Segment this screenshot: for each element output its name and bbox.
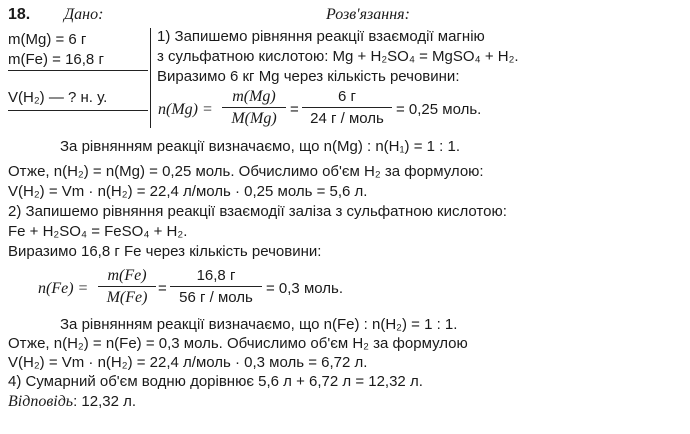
mg-formula-lhs: n(Mg) = [158, 101, 213, 118]
fe-fraction-num: m(Fe) [107, 267, 147, 284]
answer-label: Відповідь [8, 393, 74, 410]
mg-values-num: 6 г [338, 88, 356, 105]
mg-eq: = [290, 101, 299, 118]
given-heading: Дано: [64, 6, 104, 23]
block2-line1: Отже, n(H₂) = n(Mg) = 0,25 моль. Обчислимо об'єм H₂ за формулою: [8, 163, 484, 180]
ratio-mg-line: За рівнянням реакції визначаємо, що n(Mg) : n(H₁) = 1 : 1. [60, 138, 460, 155]
block2-line2: V(H₂) = Vm · n(H₂) = 22,4 л/моль · 0,25 моль = 5,6 л. [8, 183, 368, 200]
mg-fraction-num: m(Mg) [232, 88, 276, 105]
answer-line [8, 393, 136, 411]
fe-fraction-molar [98, 267, 156, 307]
fe-values-num: 16,8 г [196, 267, 236, 284]
find-line: V(H₂) — ? н. у. [8, 89, 108, 106]
find-divider [8, 110, 148, 111]
mg-fraction-values [302, 88, 392, 128]
given-divider [8, 70, 148, 71]
fe-values-den: 56 г / моль [179, 289, 253, 306]
fe-eq: = [158, 280, 167, 297]
fe-fraction-values [170, 267, 262, 307]
mg-values-den: 24 г / моль [310, 110, 384, 127]
block3-line3: V(H₂) = Vm · n(H₂) = 22,4 л/моль · 0,3 моль = 6,72 л. [8, 354, 368, 371]
fe-result: = 0,3 моль. [266, 280, 344, 297]
block2-line3: 2) Запишемо рівняння реакції взаємодії заліза з сульфатною кислотою: [8, 203, 507, 220]
block2-line4: Fe + H₂SO₄ = FeSO₄ + H₂. [8, 223, 188, 240]
block2-line5: Виразимо 16,8 г Fe через кількість речовини: [8, 243, 322, 260]
given-line-mg: m(Mg) = 6 г [8, 31, 87, 48]
solution-heading: Розв'язання: [326, 6, 410, 23]
block3-line2: Отже, n(H₂) = n(Fe) = 0,3 моль. Обчислимо об'єм H₂ за формулою [8, 335, 468, 352]
block3-line1: За рівнянням реакції визначаємо, що n(Fe) : n(H₂) = 1 : 1. [60, 316, 458, 333]
problem-number: 18. [8, 6, 31, 23]
mg-fraction-den: M(Mg) [231, 110, 277, 127]
given-line-fe: m(Fe) = 16,8 г [8, 51, 104, 68]
given-vertical-rule [150, 28, 151, 128]
answer-value: : 12,32 л. [73, 393, 137, 410]
fe-formula-lhs: n(Fe) = [38, 280, 89, 297]
block3-line4: 4) Сумарний об'єм водню дорівнює 5,6 л + 6,72 л = 12,32 л. [8, 373, 423, 390]
step1-line2: з сульфатною кислотою: Mg + H₂SO₄ = MgSO₄ + H₂. [157, 48, 519, 65]
mg-result: = 0,25 моль. [396, 101, 482, 118]
step1-line1: 1) Запишемо рівняння реакції взаємодії магнію [157, 28, 485, 45]
fe-fraction-den: M(Fe) [106, 289, 148, 306]
mg-fraction-molar [222, 88, 286, 128]
step1-line3: Виразимо 6 кг Mg через кількість речовини: [157, 68, 460, 85]
